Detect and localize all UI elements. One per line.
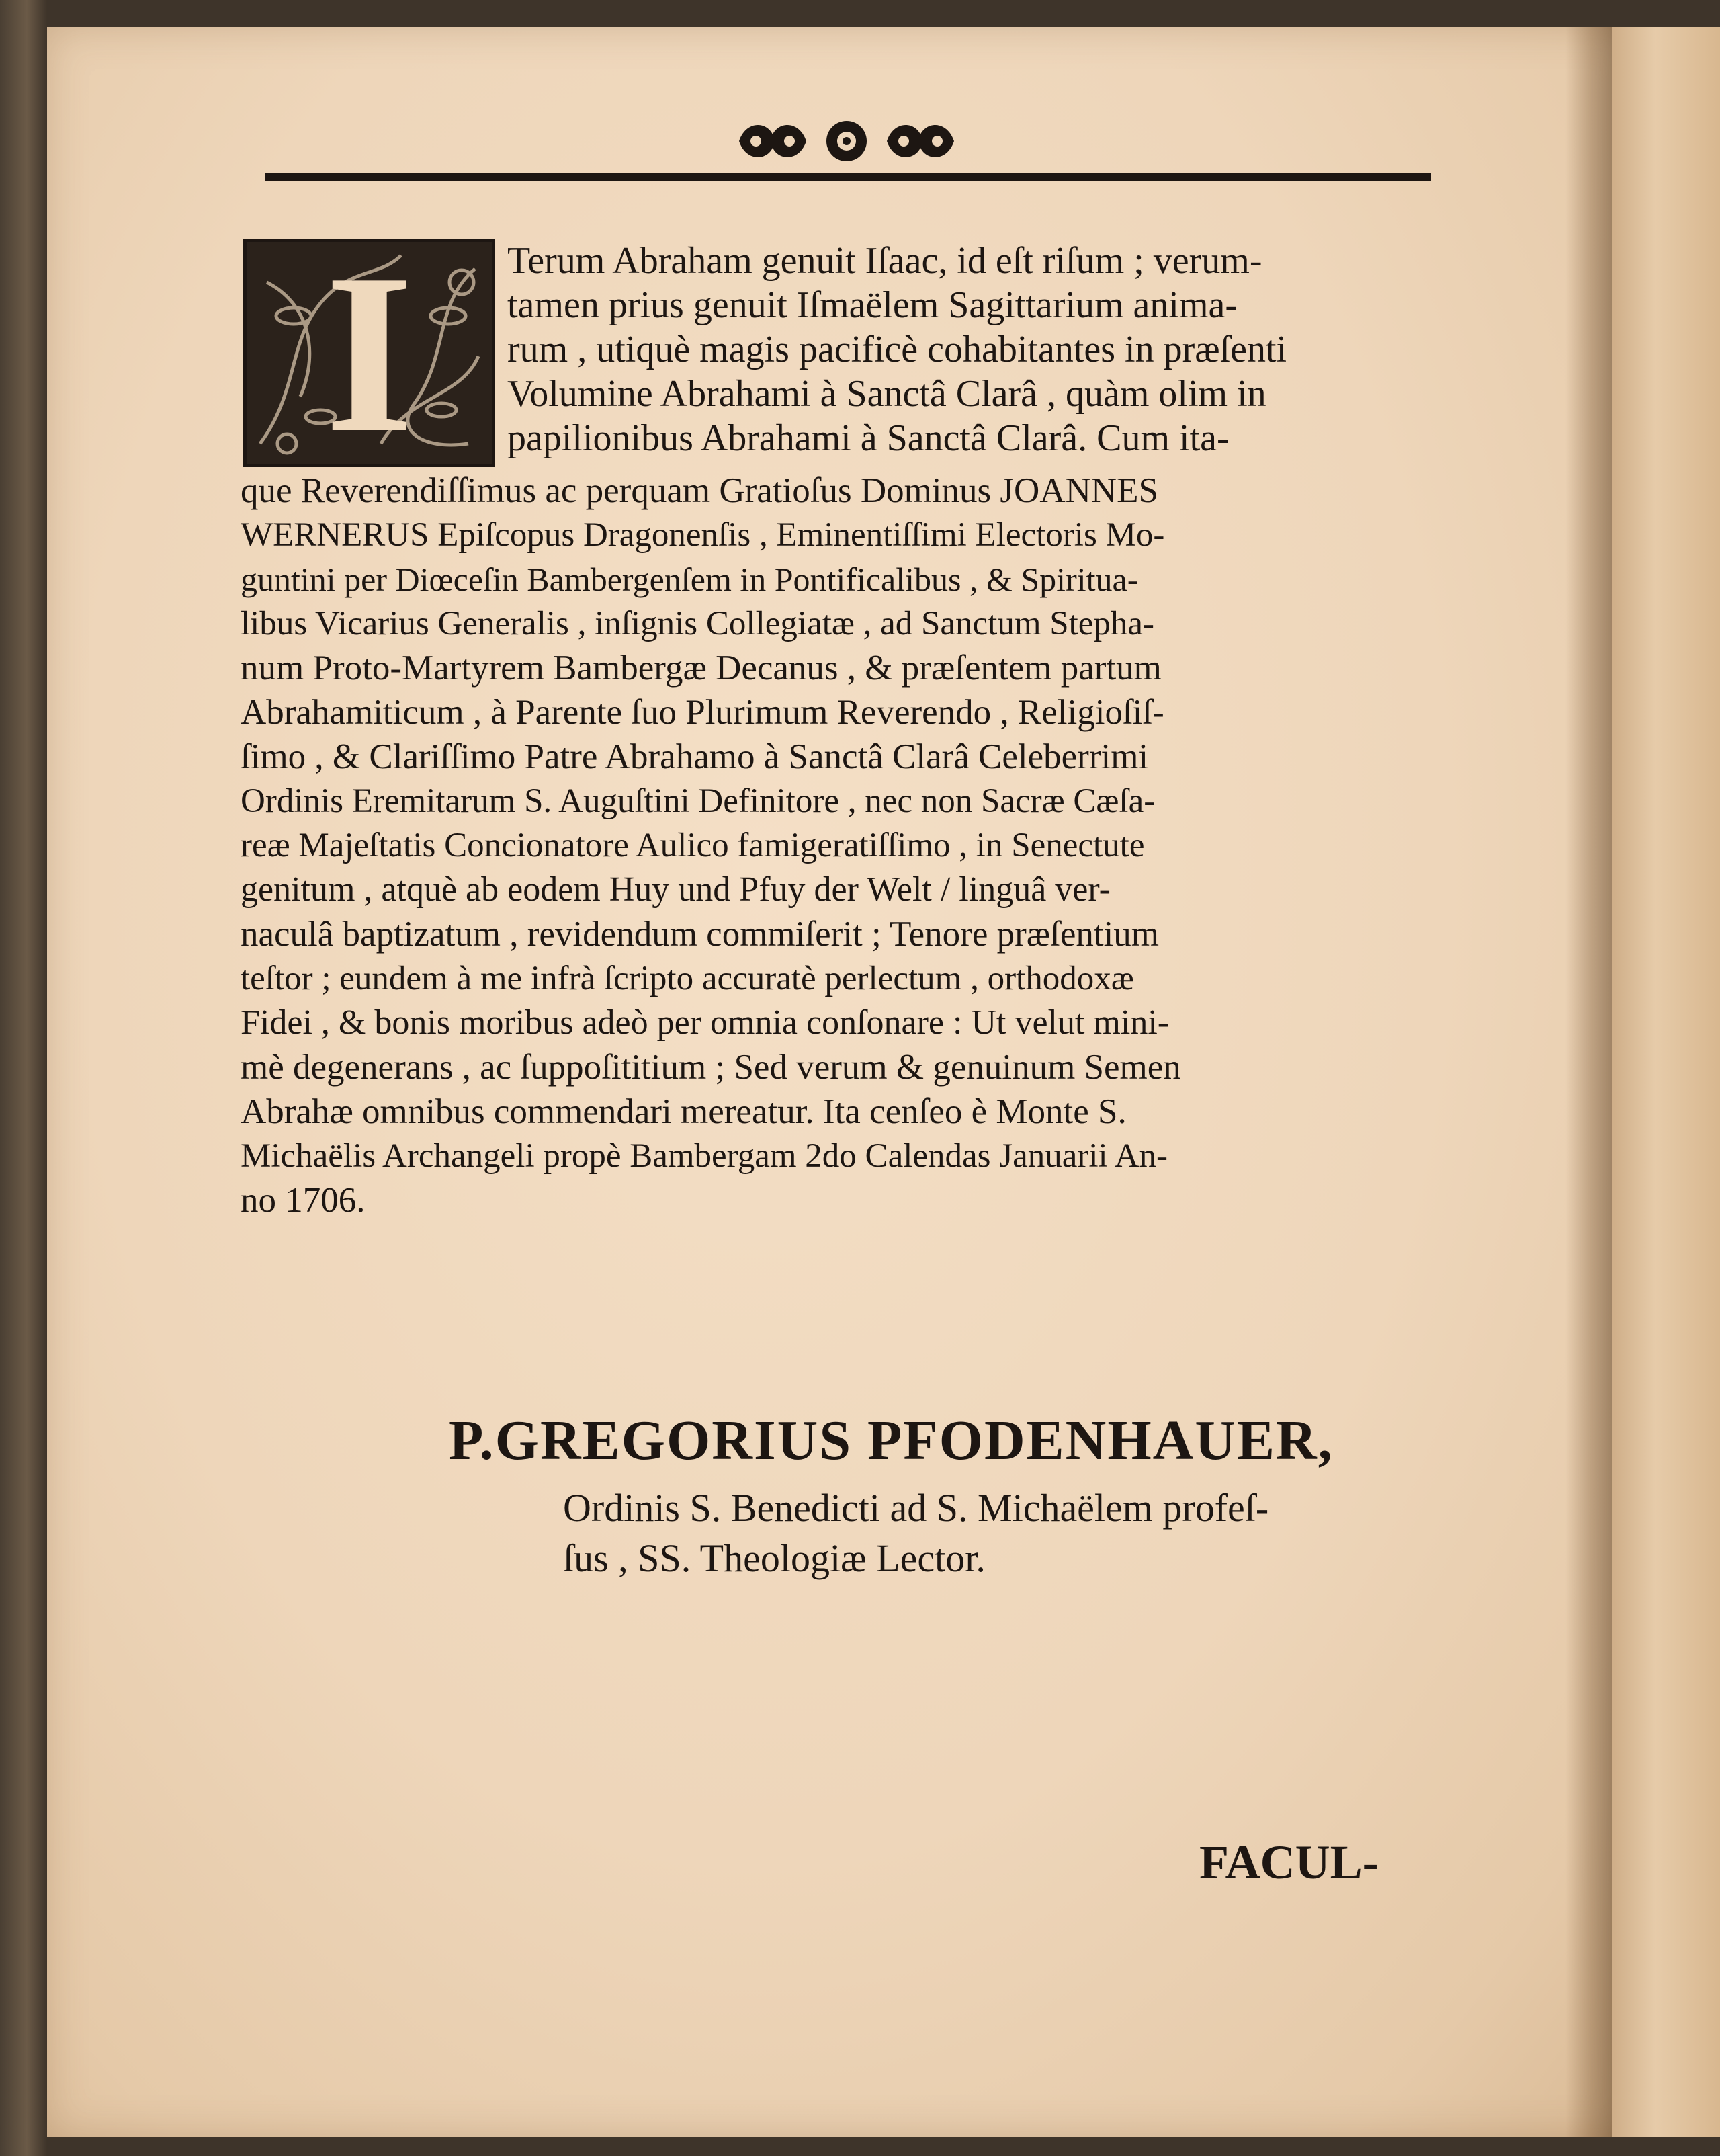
body-line: rum , utiquè magis pacificè cohabitantes in præſenti — [507, 329, 1287, 370]
body-line: Michaëlis Archangeli propè Bambergam 2do Calendas Januarii An- — [241, 1137, 1168, 1175]
body-line: Volumine Abrahami à Sanctâ Clarâ , quàm olim in — [507, 373, 1266, 415]
body-line: Ordinis Eremitarum S. Auguſtini Definitore , nec non Sacræ Cæſa- — [241, 782, 1156, 820]
signer-name: P.GREGORIUS PFODENHAUER, — [449, 1409, 1334, 1472]
body-line: guntini per Diœceſin Bambergenſem in Pontificalibus , & Spiritua- — [241, 561, 1139, 598]
body-line: Terum Abraham genuit Iſaac, id eſt riſum ; verum- — [507, 240, 1262, 282]
body-line: reæ Majeſtatis Concionatore Aulico famigeratiſſimo , in Senectute — [241, 827, 1145, 864]
body-line: Fidei , & bonis moribus adeò per omnia conſonare : Ut velut mini- — [241, 1003, 1170, 1042]
body-line: naculâ baptizatum , revidendum commiſerit ; Tenore præſentium — [241, 915, 1160, 954]
body-line: tamen prius genuit Iſmaëlem Sagittarium anima- — [507, 284, 1238, 326]
body-line: teſtor ; eundem à me infrà ſcripto accuratè perlectum , orthodoxæ — [241, 960, 1134, 997]
body-line: Abrahamiticum , à Parente ſuo Plurimum Reverendo , Religioſiſ- — [241, 693, 1164, 732]
body-line: Abrahæ omnibus commendari mereatur. Ita cenſeo è Monte S. — [241, 1092, 1127, 1131]
body-line: libus Vicarius Generalis , inſignis Collegiatæ , ad Sanctum Stepha- — [241, 605, 1155, 642]
facing-page-edge — [1612, 27, 1720, 2137]
header-rule — [265, 173, 1431, 181]
body-line: no 1706. — [241, 1181, 366, 1220]
fleuron-ornament-icon — [732, 114, 961, 168]
body-line: mè degenerans , ac ſuppoſititium ; Sed verum & genuinum Semen — [241, 1048, 1181, 1087]
body-line: que Reverendiſſimus ac perquam Gratioſus Dominus JOANNES — [241, 471, 1158, 510]
signer-title-line: ſus , SS. Theologiæ Lector. — [563, 1536, 986, 1580]
body-line: papilionibus Abrahami à Sanctâ Clarâ. Cum ita- — [507, 417, 1230, 459]
body-line: ſimo , & Clariſſimo Patre Abrahamo à Sanctâ Clarâ Celeberrimi — [241, 737, 1149, 776]
body-line: WERNERUS Epiſcopus Dragonenſis , Eminentiſſimi Electoris Mo- — [241, 516, 1165, 554]
catchword: FACUL- — [1199, 1835, 1379, 1889]
initial-letter: I — [325, 226, 414, 480]
decorated-initial-letter-icon — [243, 226, 495, 480]
body-line: num Proto-Martyrem Bambergæ Decanus , & præſentem partum — [241, 649, 1162, 688]
body-line: genitum , atquè ab eodem Huy und Pfuy der Welt / linguâ ver- — [241, 870, 1111, 909]
signer-title-line: Ordinis S. Benedicti ad S. Michaëlem profeſ- — [563, 1486, 1269, 1530]
page-gutter-shadow — [1565, 27, 1612, 2137]
